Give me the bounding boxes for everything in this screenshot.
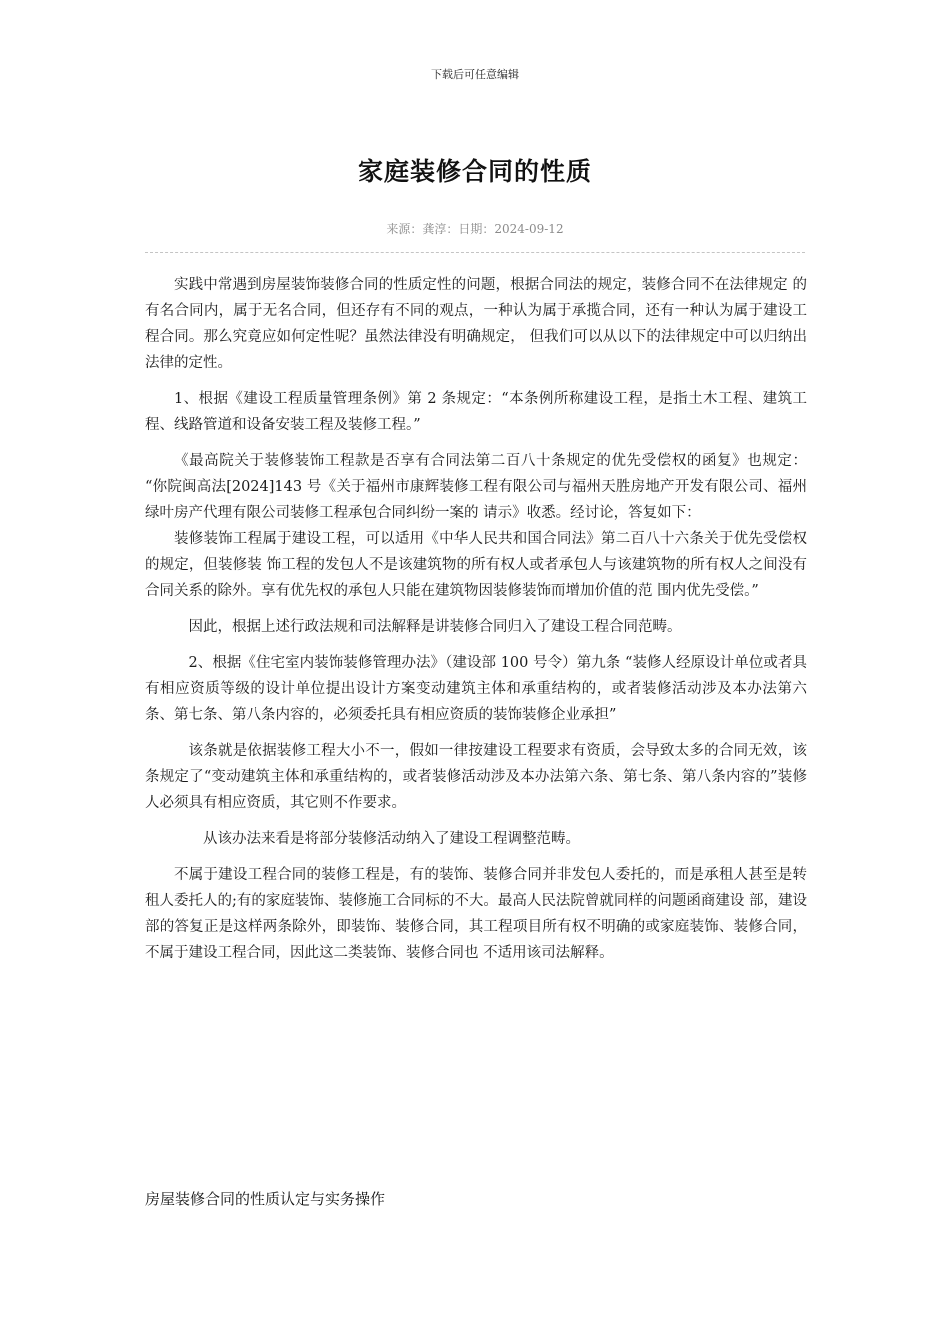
article-body (145, 272, 807, 976)
source-date-line: 来源：龚淳：日期：2024-09-12 (386, 222, 564, 236)
paragraph-explanation: 该条就是依据装修工程大小不一，假如一律按建设工程要求有资质，会导致太多的合同无效，该条规定了“变动建筑主体和承重结构的，或者装修活动涉及本办法第六条、第七条、第八条内容的”装修人必须具有相应资质，其它则不作要求。 (145, 743, 807, 811)
dashed-divider (145, 252, 805, 253)
paragraph-conclusion-2: 从该办法来看是将部分装修活动纳入了建设工程调整范畴。 (203, 831, 580, 847)
paragraph-intro: 实践中常遇到房屋装饰装修合同的性质定性的问题，根据合同法的规定，装修合同不在法律规定 的有名合同内，属于无名合同，但还存有不同的观点，一种认为属于承揽合同，还有一种认为属于建设工程合同。那么究竟应如何定性呢？虽然法律没有明确规定， 但我们可以从以下的法律规定中可以归纳出法律的定性。 (145, 277, 807, 371)
page-title: 家庭装修合同的性质 (357, 157, 592, 186)
paragraph-supreme-court-reply: 《最高院关于装修装饰工程款是否享有合同法第二百八十条规定的优先受偿权的函复》也规定： “你院闽高法[2024]143 号《关于福州市康辉装修工程有限公司与福州天胜房地产开发有限公司、福州绿叶房产代理有限公司装修工程承包合同纠纷一案的 请示》收悉。经讨论，答复如下： (145, 453, 807, 521)
paragraph-regulation-1: 1、根据《建设工程质量管理条例》第 2 条规定：“本条例所称建设工程，是指土木工程、建筑工程、线路管道和设备安装工程及装修工程。” (145, 391, 807, 433)
paragraph-regulation-2: 2、根据《住宅室内装饰装修管理办法》（建设部 100 号令）第九条 “装修人经原设计单位或者具有相应资质等级的设计单位提出设计方案变动建筑主体和承重结构的，或者装修活动涉及本办法第六条、第七条、第八条内容的，必须委托具有相应资质的装饰装修企业承担” (145, 655, 807, 723)
paragraph-exceptions: 不属于建设工程合同的装修工程是，有的装饰、装修合同并非发包人委托的，而是承租人甚至是转租人委托人的;有的家庭装饰、装修施工合同标的不大。最高人民法院曾就同样的问题函商建设 部，建设部的答复正是这样两条除外，即装饰、装修合同，其工程项目所有权不明确的或家庭装饰、装修合同，不属于建设工程合同，因此这二类装饰、装修合同也 不适用该司法解释。 (145, 867, 807, 961)
header-note: 下载后可任意编辑 (431, 68, 519, 81)
section-heading: 房屋装修合同的性质认定与实务操作 (145, 1190, 386, 1208)
paragraph-reply-content: 装修装饰工程属于建设工程，可以适用《中华人民共和国合同法》第二百八十六条关于优先受偿权的规定，但装修装 饰工程的发包人不是该建筑物的所有权人或者承包人与该建筑物的所有权人之间没有合同关系的除外。享有优先权的承包人只能在建筑物因装修装饰而增加价值的范 围内优先受偿。” (145, 531, 807, 599)
paragraph-conclusion-1: 因此，根据上述行政法规和司法解释是讲装修合同归入了建设工程合同范畴。 (188, 619, 682, 635)
